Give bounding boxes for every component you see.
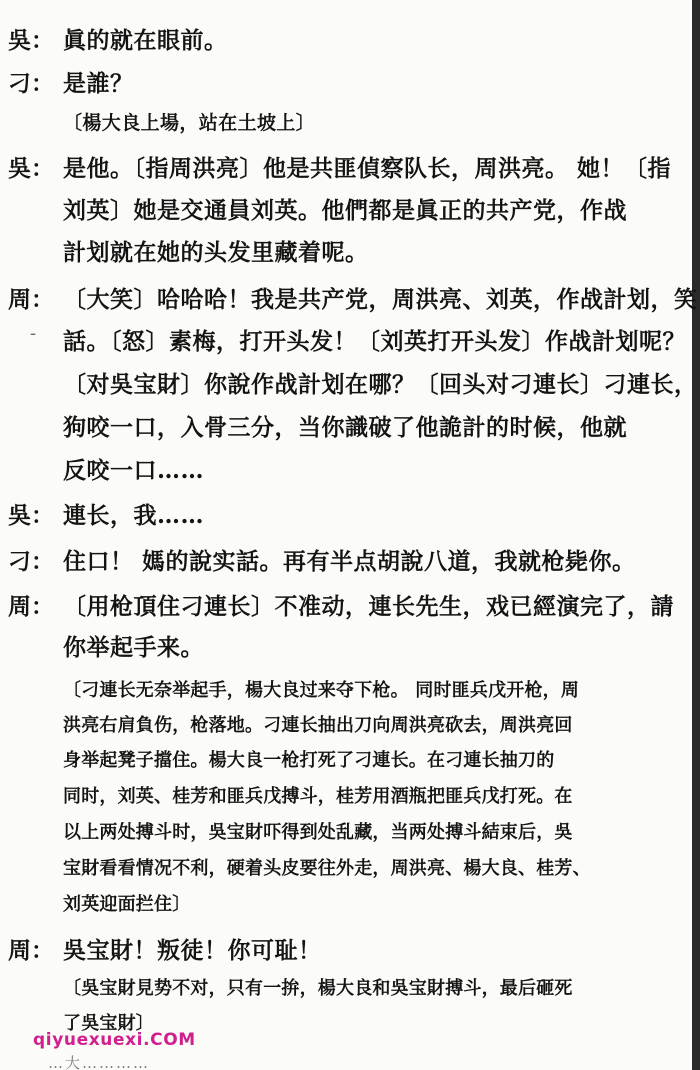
speaker-label: 刁： bbox=[8, 548, 54, 575]
stage-direction: 以上两处搏斗时，吳宝財吓得到处乱藏，当两处搏斗結束后，吳 bbox=[63, 822, 573, 843]
stage-direction: 了吳宝財〕 bbox=[63, 1013, 154, 1034]
stage-direction: 〔刁連长无奈举起手，楊大良过来夺下枪。 同时匪兵戊开枪，周 bbox=[63, 680, 580, 701]
dialogue-line: 〔大笑〕哈哈哈！我是共产党，周洪亮、刘英，作战計划，笑 bbox=[63, 286, 698, 313]
dialogue-line: 狗咬一口，入骨三分，当你識破了他詭計的时候，他就 bbox=[63, 414, 627, 441]
stage-direction: 洪亮右肩負伤，枪落地。刁連长抽出刀向周洪亮砍去，周洪亮回 bbox=[63, 715, 573, 736]
margin-mark: - bbox=[30, 323, 37, 344]
dialogue-line: 是誰？ bbox=[63, 70, 134, 97]
dialogue-line: 刘英〕她是交通員刘英。他們都是眞正的共产党，作战 bbox=[63, 197, 627, 224]
dialogue-line: 計划就在她的头发里藏着呢。 bbox=[63, 239, 369, 266]
speaker-label: 周： bbox=[8, 937, 54, 964]
dialogue-line: 〔对吳宝財〕你說作战計划在哪？〔回头对刁連长〕刁連长， bbox=[63, 371, 698, 398]
speaker-label: 周： bbox=[8, 286, 54, 313]
stage-direction: 〔吳宝財見势不对，只有一拚，楊大良和吳宝財搏斗，最后砸死 bbox=[63, 978, 573, 999]
speaker-label: 吳： bbox=[8, 502, 54, 529]
stage-direction: 同时，刘英、桂芳和匪兵戊搏斗，桂芳用酒瓶把匪兵戊打死。在 bbox=[63, 786, 573, 807]
speaker-label: 吳： bbox=[8, 27, 54, 54]
dialogue-line: 吳宝財！叛徒！你可耻！ bbox=[63, 937, 322, 964]
dialogue-line: 連长，我…… bbox=[63, 502, 204, 529]
stage-direction: 刘英迎面拦住〕 bbox=[63, 894, 191, 915]
cutoff-text: …大………… bbox=[48, 1054, 151, 1070]
speaker-label: 刁： bbox=[8, 70, 54, 97]
site-watermark: qiyuexuexi.COM bbox=[33, 1030, 196, 1050]
dialogue-line: 住口！ 媽的說实話。再有半点胡說八道，我就枪毙你。 bbox=[63, 548, 636, 575]
scan-edge bbox=[692, 0, 700, 1070]
stage-direction: 身举起凳子擋住。楊大良一枪打死了刁連长。在刁連长抽刀的 bbox=[63, 750, 555, 771]
speaker-label: 周： bbox=[8, 593, 54, 620]
dialogue-line: 話。〔怒〕素梅，打开头发！〔刘英打开头发〕作战計划呢？ bbox=[63, 328, 686, 355]
dialogue-line: 〔用枪頂住刁連长〕不准动，連长先生，戏已經演完了，請 bbox=[63, 593, 674, 620]
dialogue-line: 眞的就在眼前。 bbox=[63, 27, 228, 54]
stage-direction: 宝財看看情况不利，硬着头皮要往外走，周洪亮、楊大良、桂芳、 bbox=[63, 858, 591, 879]
dialogue-line: 反咬一口…… bbox=[63, 457, 204, 484]
dialogue-line: 是他。〔指周洪亮〕他是共匪偵察队长，周洪亮。 她！〔指 bbox=[63, 155, 672, 182]
dialogue-line: 你举起手来。 bbox=[63, 634, 204, 661]
speaker-label: 吳： bbox=[8, 155, 54, 182]
stage-direction: 〔楊大良上場，站在土坡上〕 bbox=[63, 112, 316, 134]
